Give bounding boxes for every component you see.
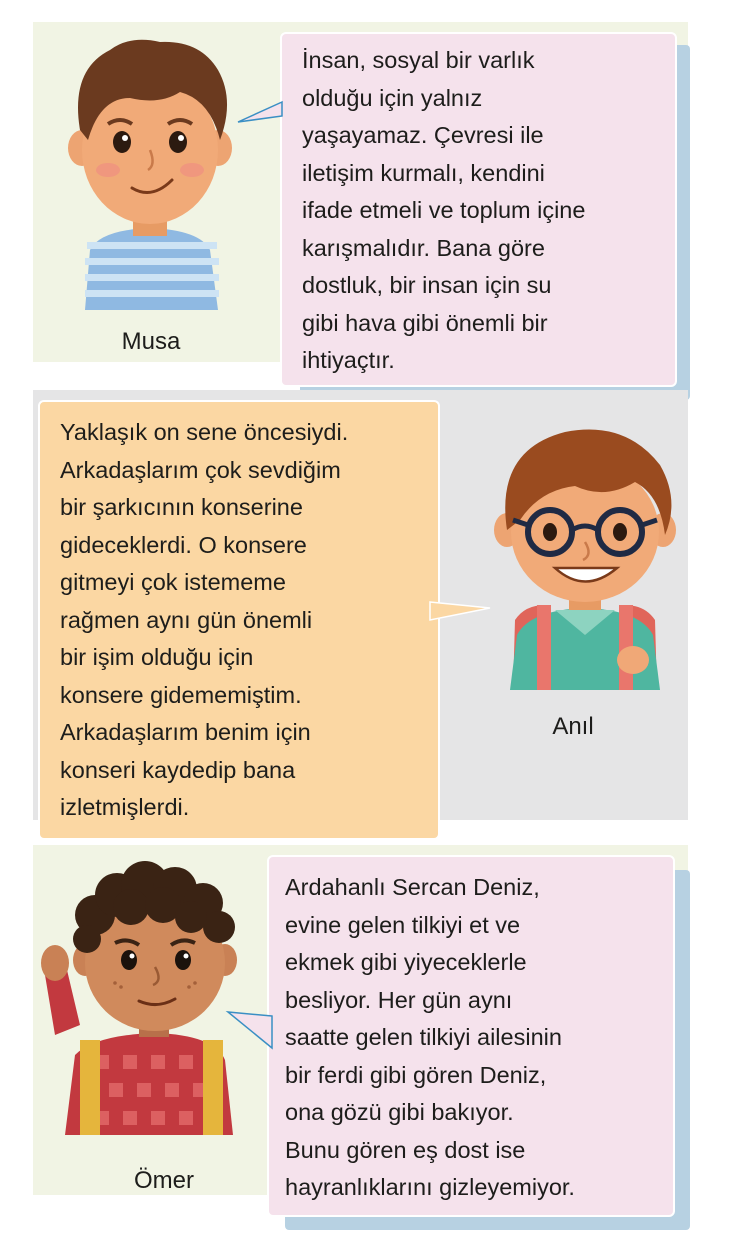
anil-quote-line: konseri kaydedip bana [60, 756, 296, 783]
anil-quote-line: Yaklaşık on sene öncesiydi. [60, 419, 349, 445]
omer-quote [285, 869, 673, 1207]
anil-quote [60, 414, 438, 827]
omer-quote-line: Ardahanlı Sercan Deniz, [285, 874, 540, 900]
omer-quote-line: Bunu gören eş dost ise [285, 1136, 526, 1163]
musa-quote-line: iletişim kurmalı, kendini [302, 159, 545, 186]
omer-quote-line: bir ferdi gibi gören Deniz, [285, 1061, 547, 1088]
anil-quote-line: Arkadaşlarım çok sevdiğim [60, 456, 341, 483]
omer-avatar [35, 855, 255, 1135]
musa-bubble-tail [238, 100, 288, 140]
omer-quote-line: besliyor. Her gün aynı [285, 986, 513, 1013]
omer-quote-line: ona gözü gibi bakıyor. [285, 1099, 514, 1125]
anil-quote-line: gitmeyi çok istememe [60, 569, 286, 595]
musa-name: Musa [121, 328, 181, 355]
anil-quote-line: konsere gidememiştim. [60, 681, 302, 708]
anil-name: Anıl [552, 713, 594, 740]
omer-name: Ömer [134, 1167, 194, 1194]
anil-avatar [485, 420, 685, 690]
omer-quote-line: evine gelen tilkiyi et ve [285, 911, 521, 938]
musa-avatar [60, 30, 240, 310]
anil-quote-line: gideceklerdi. O konsere [60, 531, 307, 558]
omer-quote-line: hayranlıklarını gizleyemiyor. [285, 1174, 575, 1200]
anil-quote-line: rağmen aynı gün önemli [60, 606, 313, 633]
musa-quote-line: gibi hava gibi önemli bir [302, 309, 548, 336]
musa-speech-bubble [280, 32, 677, 387]
omer-speech-bubble [267, 855, 675, 1217]
anil-quote-line: bir işim olduğu için [60, 644, 254, 670]
musa-quote-line: olduğu için yalnız [302, 84, 483, 111]
anil-quote-line: izletmişlerdi. [60, 794, 190, 820]
omer-quote-line: saatte gelen tilkiyi ailesinin [285, 1024, 562, 1050]
anil-quote-line: bir şarkıcının konserine [60, 494, 303, 520]
musa-quote-line: dostluk, bir insan için su [302, 272, 552, 298]
musa-quote-line: ifade etmeli ve toplum içine [302, 197, 586, 223]
musa-quote-line: yaşayamaz. Çevresi ile [302, 122, 544, 148]
musa-quote [302, 42, 675, 380]
musa-quote-line: karışmalıdır. Bana göre [302, 234, 545, 261]
anil-speech-bubble [38, 400, 440, 840]
anil-quote-line: Arkadaşlarım benim için [60, 719, 311, 745]
musa-quote-line: ihtiyaçtır. [302, 347, 395, 373]
omer-quote-line: ekmek gibi yiyeceklerle [285, 949, 527, 975]
musa-quote-line: İnsan, sosyal bir varlık [302, 47, 535, 73]
